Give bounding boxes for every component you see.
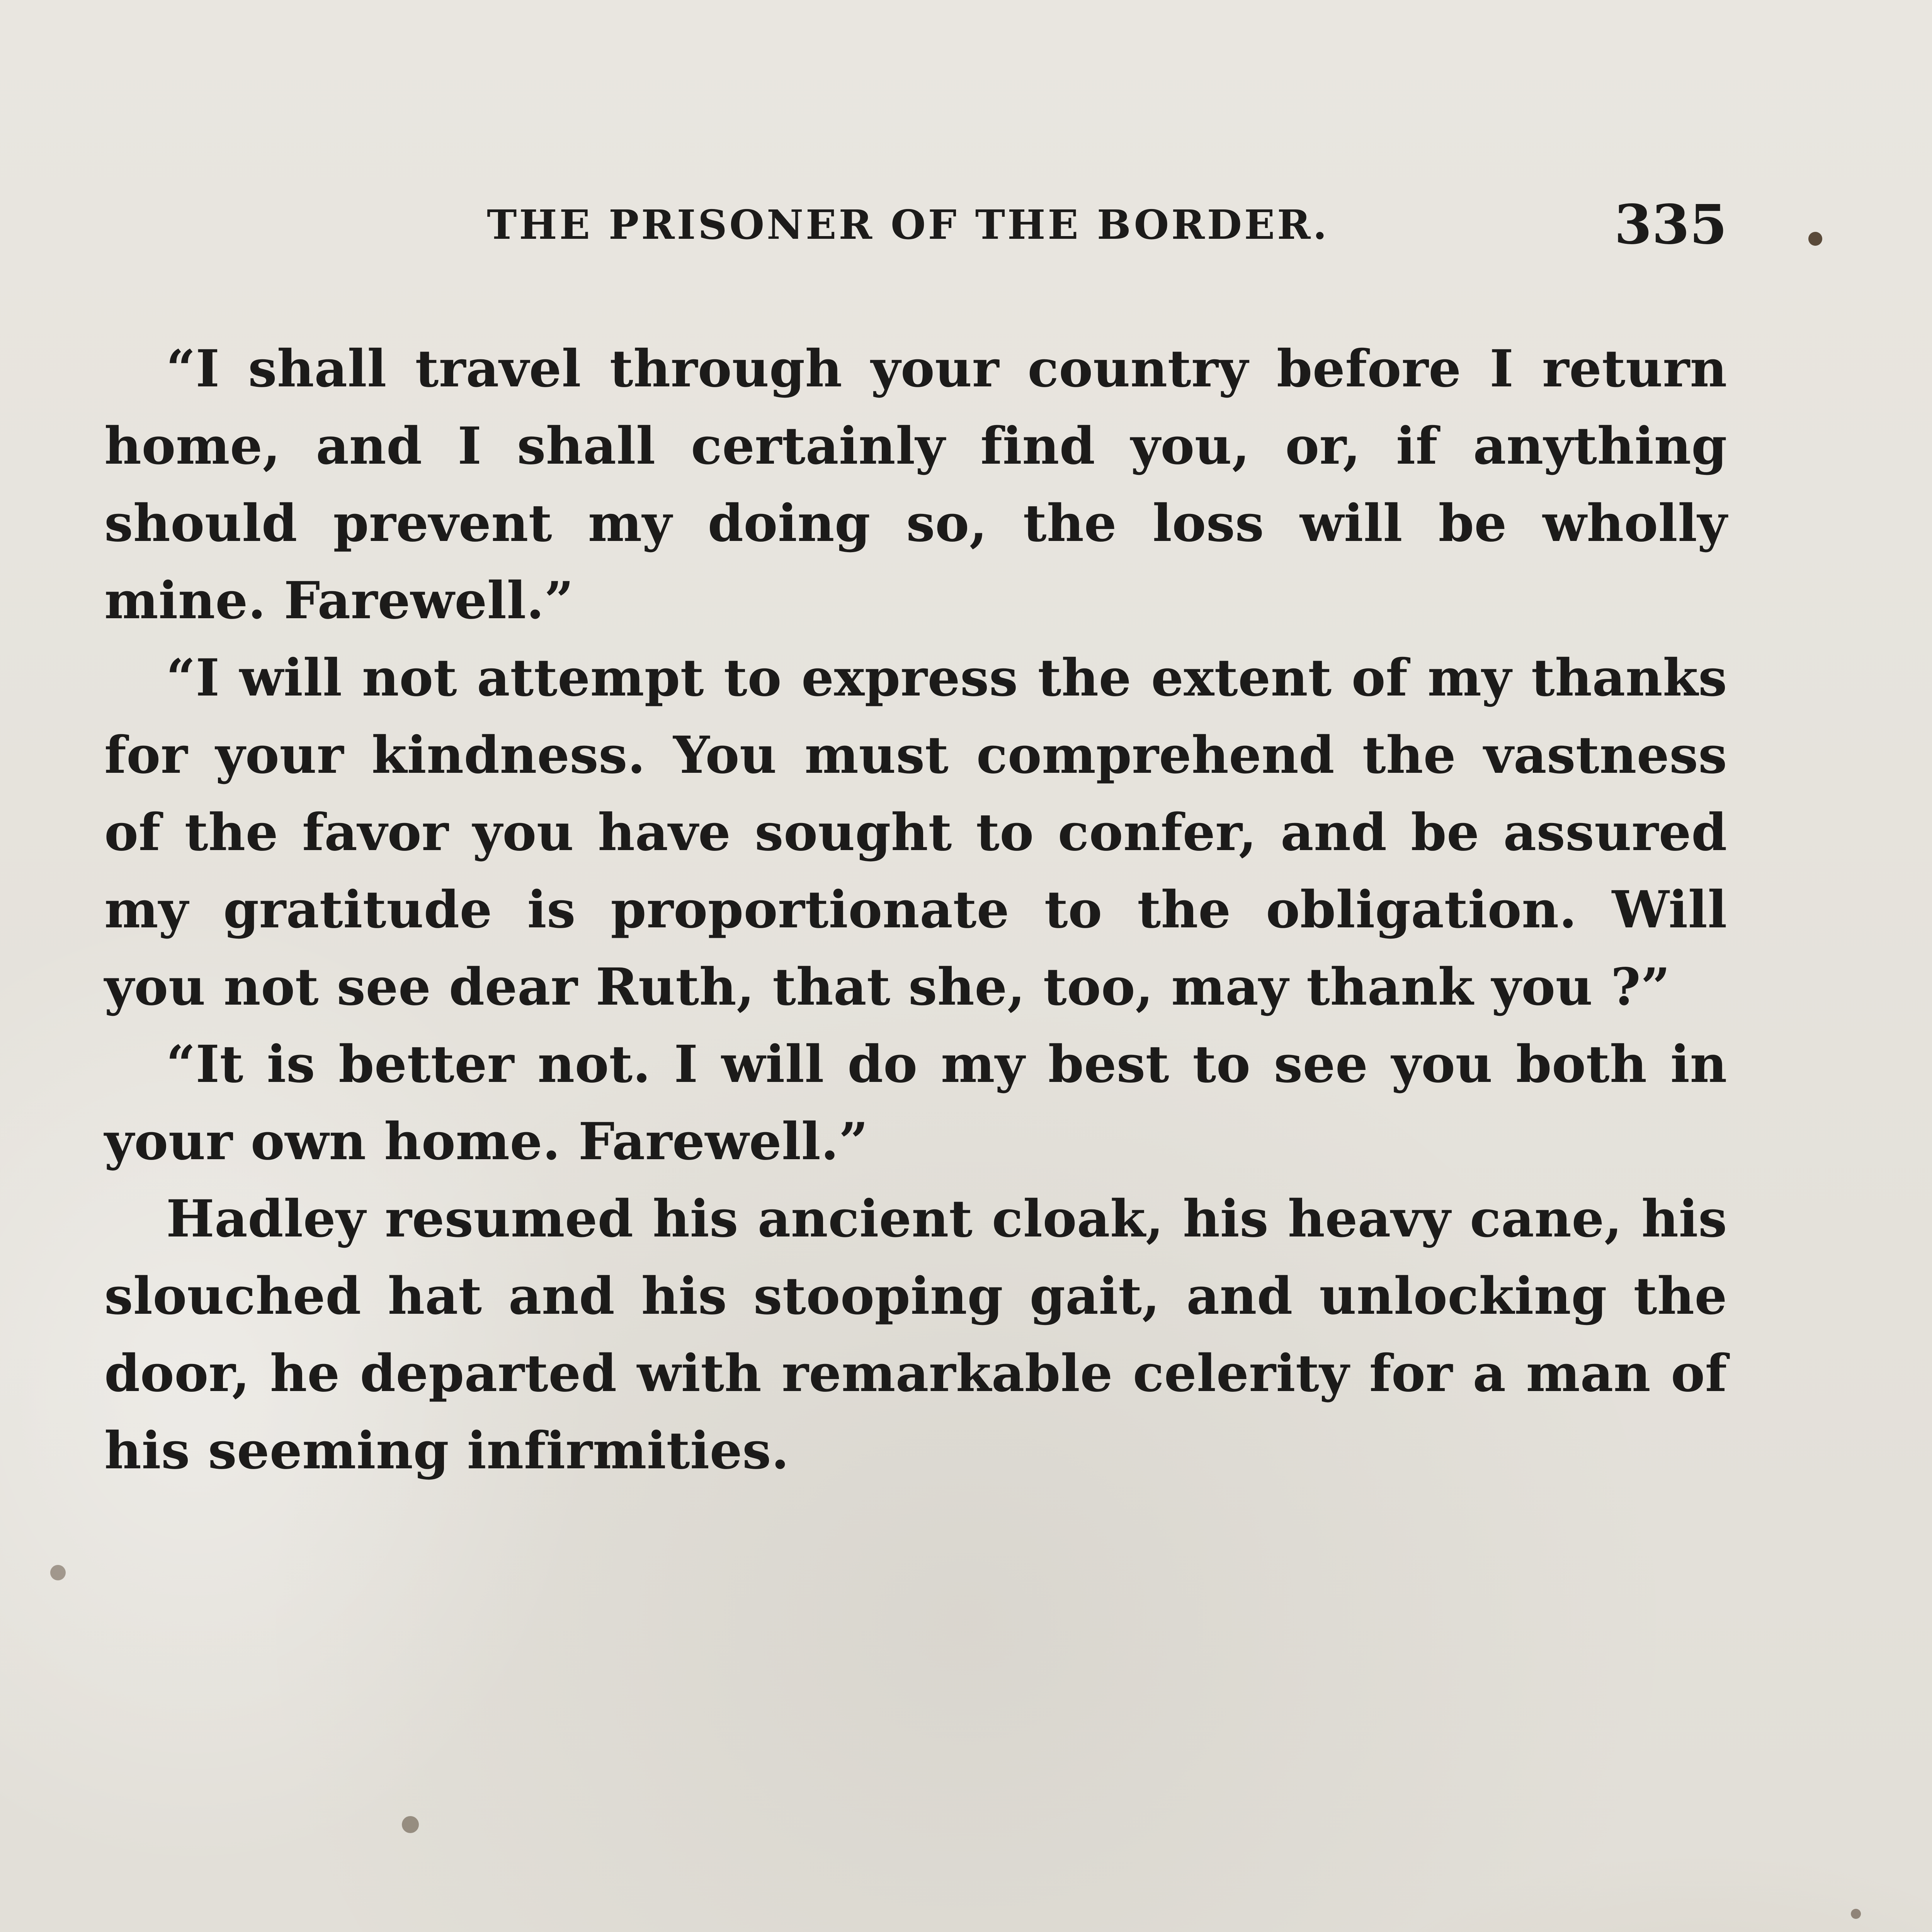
paper-speck — [1851, 1909, 1861, 1919]
paragraph-4: Hadley resumed his ancient cloak, his heavy cane, his slouched hat and his stooping gait, and unlocking the door, he departed with remarkable celerity for a man of his seeming infirmities. — [104, 1189, 1727, 1481]
paper-speck — [1808, 232, 1822, 246]
page-header — [104, 193, 1727, 255]
running-title: THE PRISONER OF THE BORDER. — [487, 201, 1329, 248]
paragraph-2: “I will not attempt to express the extent of my thanks for your kindness. You must comprehend the vastness of the favor you have sought to confer, and be assured my gratitude is proportionate to the obligation. Will you not see dear Ruth, that she, too, may thank you ?” — [104, 648, 1727, 1017]
body-text — [104, 330, 1727, 1490]
paragraph-3: “It is better not. I will do my best to see you both in your own home. Farewell.” — [104, 1034, 1727, 1172]
paragraph-1: “I shall travel through your country before I return home, and I shall certainly find you, or, if anything should prevent my doing so, the loss will be wholly mine. Farewell.” — [104, 339, 1727, 631]
paper-speck — [50, 1565, 66, 1580]
page-number: 335 — [1614, 193, 1727, 257]
paper-speck — [402, 1816, 419, 1833]
